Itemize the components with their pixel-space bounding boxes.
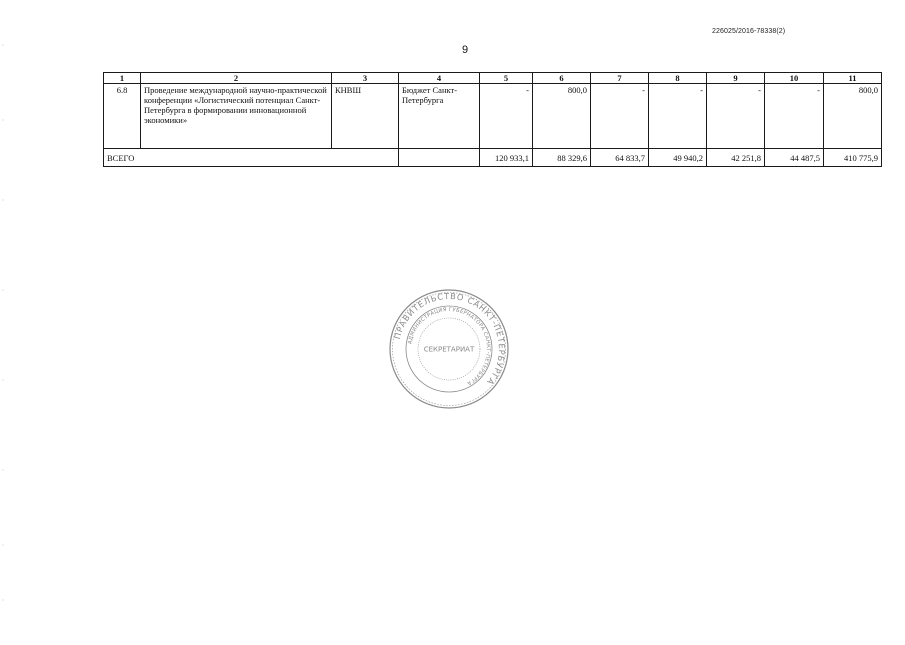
budget-table (103, 72, 882, 167)
column-header: 4 (399, 73, 480, 84)
row-value: - (480, 84, 533, 149)
row-value: - (707, 84, 765, 149)
total-empty-cell (399, 149, 480, 167)
column-header: 8 (649, 73, 707, 84)
row-executor: КНВШ (332, 84, 399, 149)
official-stamp (388, 288, 510, 410)
column-header: 1 (104, 73, 141, 84)
row-value: - (765, 84, 824, 149)
column-header: 3 (332, 73, 399, 84)
row-source: Бюджет Санкт-Петербурга (399, 84, 480, 149)
stamp-outer-text: ПРАВИТЕЛЬСТВО САНКТ-ПЕТЕРБУРГА (392, 290, 508, 388)
row-value: 800,0 (533, 84, 591, 149)
total-value: 49 940,2 (649, 149, 707, 167)
column-header: 11 (824, 73, 882, 84)
column-header: 10 (765, 73, 824, 84)
total-value: 64 833,7 (591, 149, 649, 167)
row-value: - (591, 84, 649, 149)
column-header: 6 (533, 73, 591, 84)
document-id: 226025/2016-78338(2) (712, 28, 786, 35)
total-value: 42 251,8 (707, 149, 765, 167)
column-header: 7 (591, 73, 649, 84)
row-value: - (649, 84, 707, 149)
total-label: ВСЕГО (104, 149, 399, 167)
row-name: Проведение международной научно-практической конференции «Логистический потенциал Санкт-Петербурга в формировании инновационной экономики» (141, 84, 332, 149)
scan-margin (0, 0, 6, 640)
total-row (104, 149, 882, 167)
total-value: 120 933,1 (480, 149, 533, 167)
row-number: 6.8 (104, 84, 141, 149)
column-header: 2 (141, 73, 332, 84)
table-row (104, 84, 882, 149)
total-value: 44 487,5 (765, 149, 824, 167)
column-header: 5 (480, 73, 533, 84)
row-value: 800,0 (824, 84, 882, 149)
table-header-row (104, 73, 882, 84)
total-value: 88 329,6 (533, 149, 591, 167)
stamp-center-text: СЕКРЕТАРИАТ (423, 345, 475, 354)
column-header: 9 (707, 73, 765, 84)
stamp-inner-text: АДМИНИСТРАЦИЯ ГУБЕРНАТОРА САНКТ-ПЕТЕРБУРГА (407, 306, 492, 387)
page-number: 9 (462, 44, 469, 56)
total-value: 410 775,9 (824, 149, 882, 167)
